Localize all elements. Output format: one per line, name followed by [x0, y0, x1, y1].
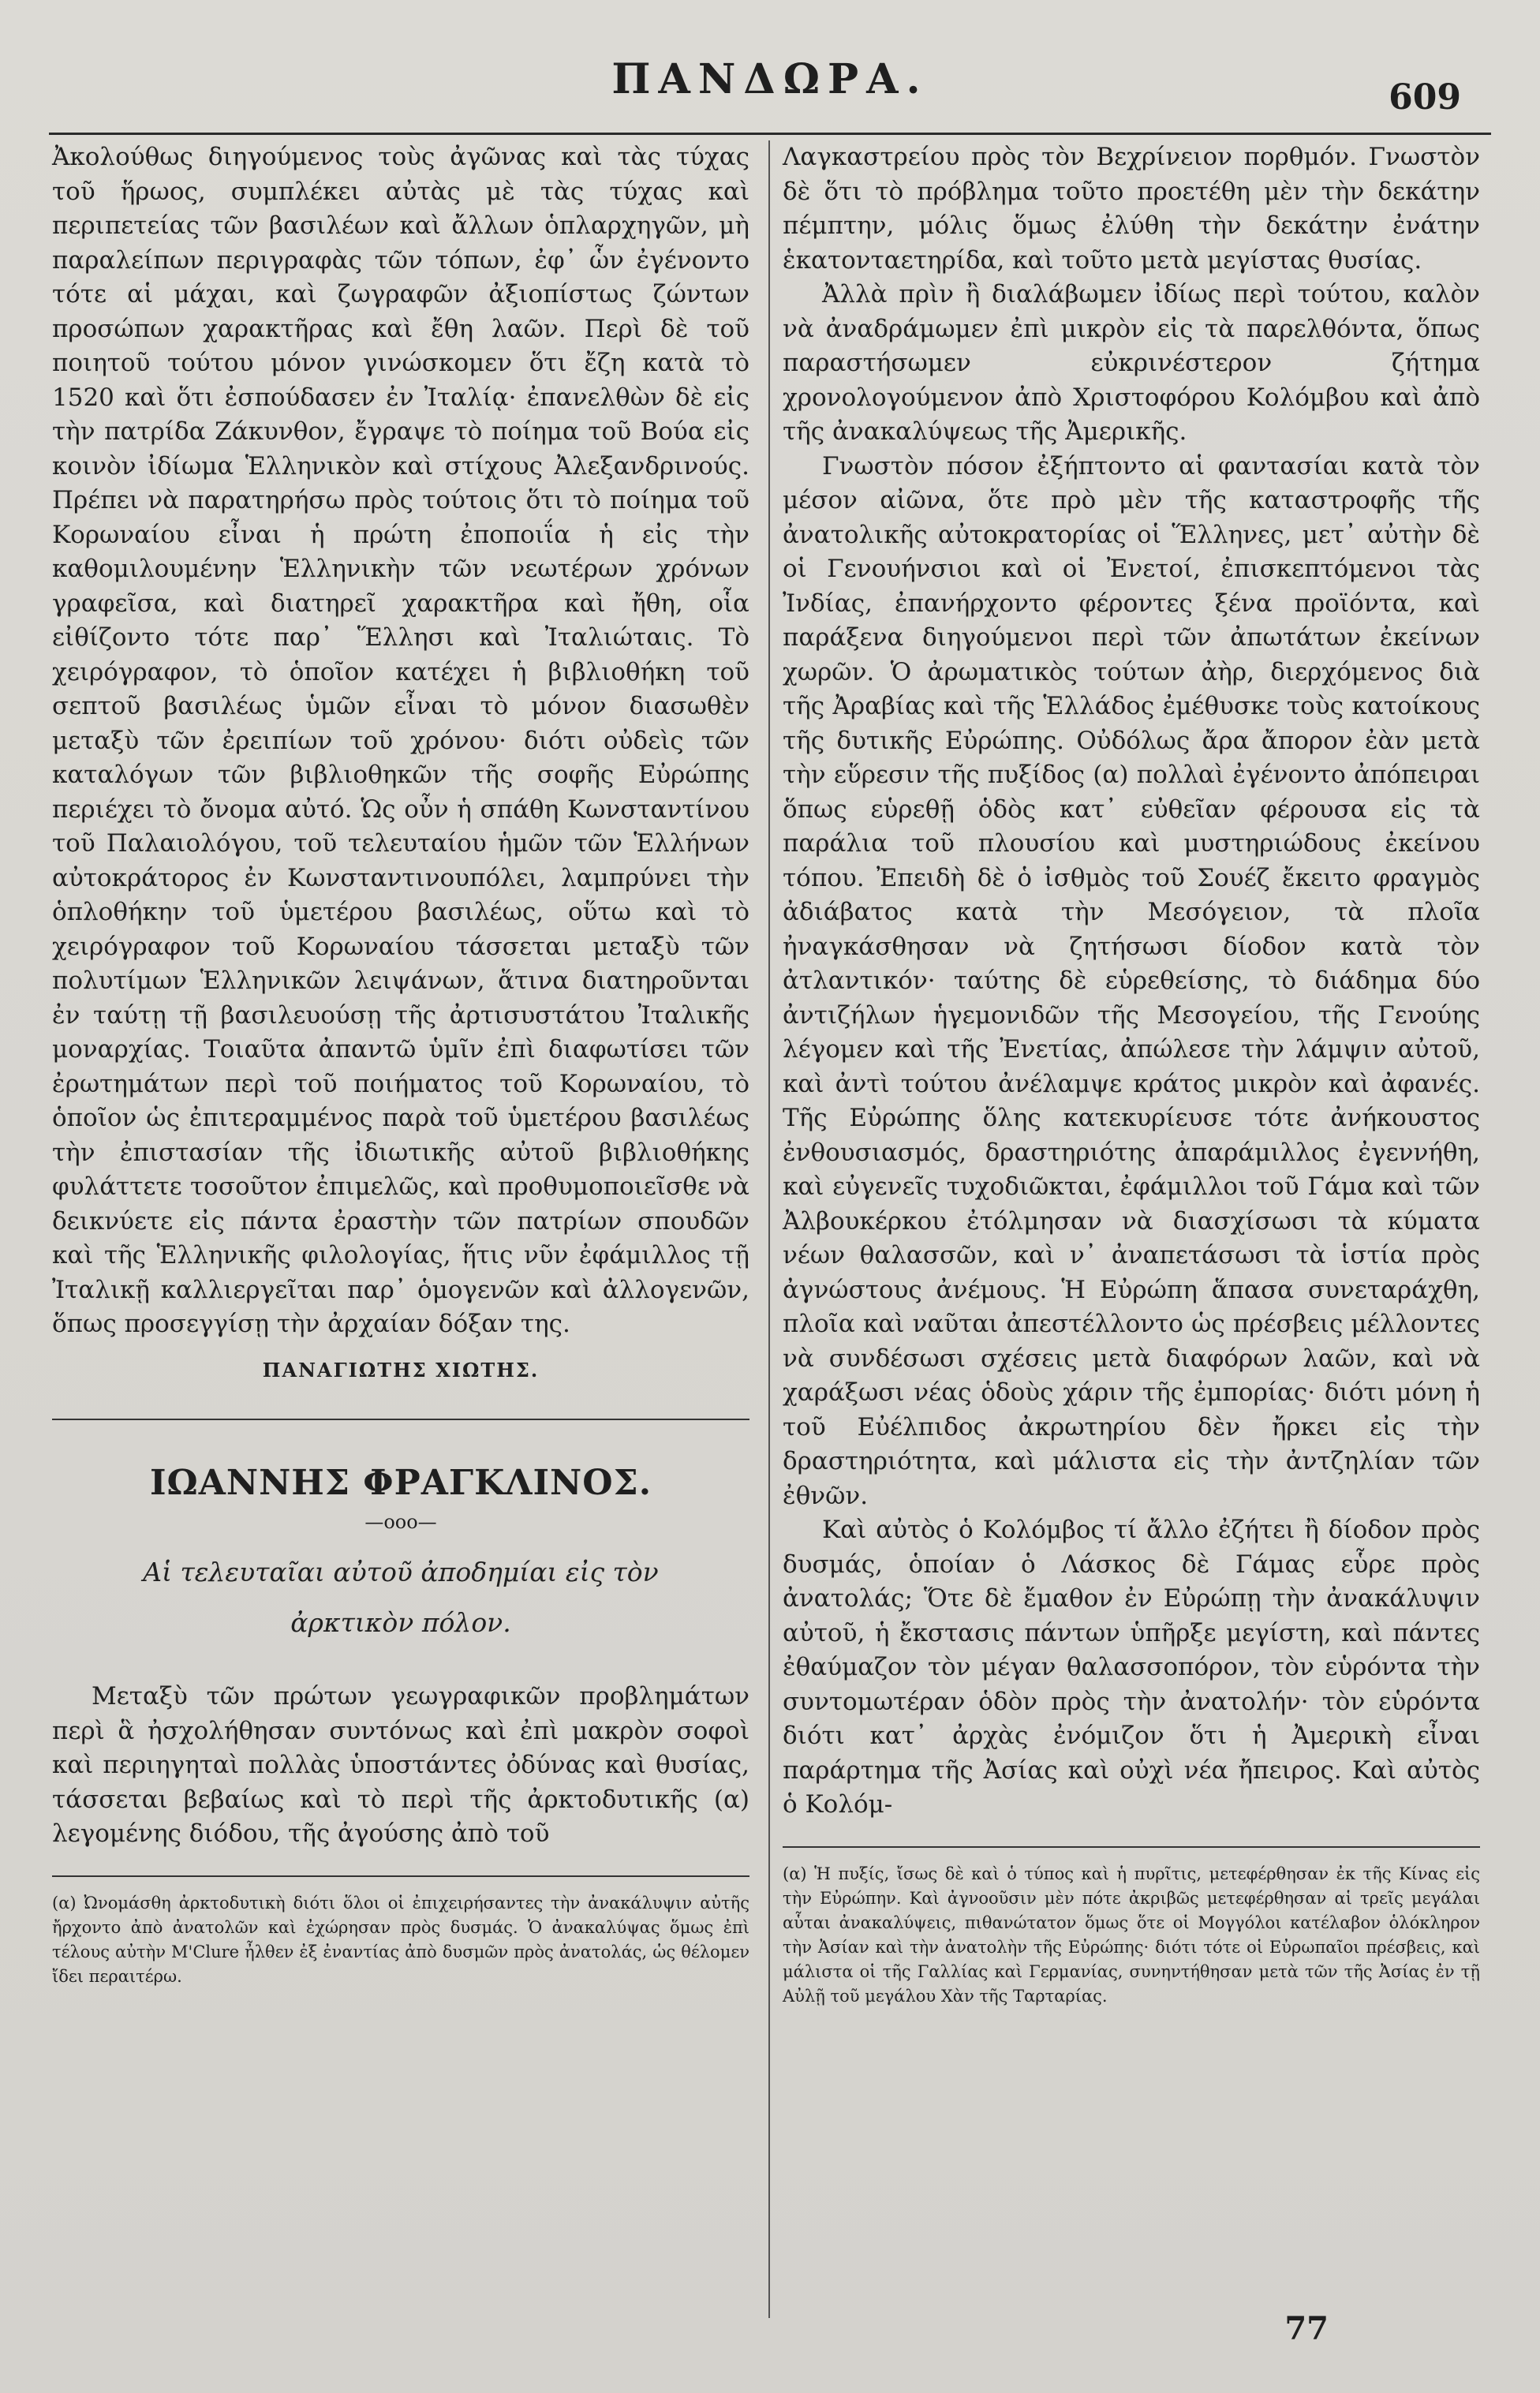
signature-mark: 77	[1284, 2310, 1329, 2347]
page-number: 609	[1389, 77, 1461, 118]
right-paragraph-4: Καὶ αὐτὸς ὁ Κολόμβος τί ἄλλο ἐζήτει ἢ δίοδον πρὸς δυσμάς, ὁποίαν ὁ Λάσκος δὲ Γάμας εὗρε πρὸς ἀνατολάς; Ὅτε δὲ ἔμαθον ἐν Εὐρώπῃ τὴν ἀνακάλυψιν αὐτοῦ, ἡ ἔκστασις πάντων ὑπῆρξε μεγίστη, καὶ πάντες ἐθαύμαζον τὸν μέγαν θαλασσοπόρον, τὸν εὑρόντα τὴν συντομωτέραν ὁδὸν πρὸς τὴν ἀνατολήν· τὸν εὑρόντα διότι κατ᾽ ἀρχὰς ἐνόμιζον ὅτι ἡ Ἀμερικὴ εἶναι παράρτημα τῆς Ἀσίας καὶ οὐχὶ νέα ἤπειρος. Καὶ αὐτὸς ὁ Κολόμ-	[783, 1516, 1480, 1819]
right-footnote: (α) Ἡ πυξίς, ἴσως δὲ καὶ ὁ τύπος καὶ ἡ πυρῖτις, μετεφέρθησαν ἐκ τῆς Κίνας εἰς τὴν Εὐρώπην. Καὶ ἀγνοοῦσιν μὲν πότε ἀκριβῶς μετεφέρθησαν αἱ τρεῖς μεγάλαι αὗται ἀνακαλύψεις, πιθανώτατον ὅμως ὅτε οἱ Μογγόλοι κατέλαβον ὁλόκληρον τὴν Ἀσίαν καὶ τὴν ἀνατολὴν τῆς Εὐρώπης· διότι τότε οἱ Εὐρωπαῖοι πρέσβεις, καὶ μάλιστα οἱ τῆς Γαλλίας καὶ Γερμανίας, συνηντήθησαν μετὰ τῶν τῆς Ἀσίας ἐν τῇ Αὐλῇ τοῦ μεγάλου Χὰν τῆς Ταρταρίας.	[783, 1864, 1480, 2006]
subtitle-line-2: ἀρκτικὸν πόλον.	[290, 1607, 511, 1638]
subtitle-line-1: Αἱ τελευταῖαι αὐτοῦ ἀποδημίαι εἰς τὸν	[143, 1557, 659, 1587]
left-footnote: (α) Ὠνομάσθη ἀρκτοδυτικὴ διότι ὅλοι οἱ ἐπιχειρήσαντες τὴν ἀνακάλυψιν αὐτῆς ἤρχοντο ἀπὸ ἀνατολῶν καὶ ἐχώρησαν πρὸς δυσμάς. Ὁ ἀνακαλύψας ὅμως ἐπὶ τέλους αὐτὴν M'Clure ἦλθεν ἐξ ἐναντίας ἀπὸ δυσμῶν πρὸς ἀνατολάς, ὡς θέλομεν ἴδει περαιτέρω.	[52, 1893, 749, 1986]
right-paragraph-2: Ἀλλὰ πρὶν ἢ διαλάβωμεν ἰδίως περὶ τούτου, καλὸν νὰ ἀναδράμωμεν ἐπὶ μικρὸν εἰς τὰ παρελθόντα, ὅπως παραστήσωμεν εὐκρινέστερον ζήτημα χρονολογούμενον ἀπὸ Χριστοφόρου Κολόμβου καὶ ἀπὸ τῆς ἀνακαλύψεως τῆς Ἀμερικῆς.	[783, 280, 1480, 446]
section-separator	[52, 1419, 749, 1420]
header-rule	[49, 133, 1491, 135]
column-divider	[768, 140, 770, 2318]
right-paragraph-1: Λαγκαστρείου πρὸς τὸν Βεχρίνειον πορθμόν. Γνωστὸν δὲ ὅτι τὸ πρόβλημα τοῦτο προετέθη μὲν τὴν δεκάτην πέμπτην, μόλις ὅμως ἐλύθη τὴν δεκάτην ἐνάτην ἑκατονταετηρίδα, καὶ τοῦτο μετὰ μεγίστας θυσίας.	[783, 143, 1480, 275]
left-paragraph-2: Μεταξὺ τῶν πρώτων γεωγραφικῶν προβλημάτων περὶ ἃ ἠσχολήθησαν συντόνως καὶ ἐπὶ μακρὸν σοφοὶ καὶ περιηγηταὶ πολλὰς ὑποστάντες ὀδύνας καὶ θυσίας, τάσσεται βεβαίως καὶ τὸ περὶ τῆς ἀρκτοδυτικῆς (α) λεγομένης διόδου, τῆς ἀγούσης ἀπὸ τοῦ	[52, 1682, 749, 1848]
title-ornament: —ooo—	[364, 1510, 437, 1533]
right-footnote-rule	[783, 1846, 1480, 1848]
author-signature: ΠΑΝΑΓΙΩΤΗΣ ΧΙΩΤΗΣ.	[262, 1358, 540, 1382]
right-paragraph-3: Γνωστὸν πόσον ἐξήπτοντο αἱ φαντασίαι κατὰ τὸν μέσον αἰῶνα, ὅτε πρὸ μὲν τῆς καταστροφῆς τῆς ἀνατολικῆς αὐτοκρατορίας οἱ Ἕλληνες, μετ᾽ αὐτὴν δὲ οἱ Γενουήνσιοι καὶ οἱ Ἐνετοί, ἐπισκεπτόμενοι τὰς Ἰνδίας, ἐπανήρχοντο φέροντες ξένα προϊόντα, καὶ παράξενα διηγούμενοι περὶ τῶν ἀπωτάτων ἐκείνων χωρῶν. Ὁ ἀρωματικὸς τούτων ἀὴρ, διερχόμενος διὰ τῆς Ἀραβίας καὶ τῆς Ἑλλάδος ἐμέθυσκε τοὺς κατοίκους τῆς δυτικῆς Εὐρώπης. Οὐδόλως ἄρα ἄπορον ἐὰν μετὰ τὴν εὕρεσιν τῆς πυξίδος (α) πολλαὶ ἐγένοντο ἀπόπειραι ὅπως εὑρεθῇ ὁδὸς κατ᾽ εὐθεῖαν φέρουσα εἰς τὰ παράλια τοῦ πλουσίου καὶ μυστηριώδους ἐκείνου τόπου. Ἐπειδὴ δὲ ὁ ἰσθμὸς τοῦ Σουέζ ἔκειτο φραγμὸς ἀδιάβατος κατὰ τὴν Μεσόγειον, τὰ πλοῖα ἠναγκάσθησαν νὰ ζητήσωσι δίοδον κατὰ τὸν ἀτλαντικόν· ταύτης δὲ εὑρεθείσης, τὸ διάδημα δύο ἀντιζήλων ἡγεμονιδῶν τῆς Μεσογείου, τῆς Γενούης λέγομεν καὶ τῆς Ἐνετίας, ἀπώλεσε τὴν λάμψιν αὐτοῦ, καὶ ἀντὶ τούτου ἀνέλαμψε κράτος μικρὸν καὶ ἀφανές. Τῆς Εὐρώπης ὅλης κατεκυρίευσε τότε ἀνήκουστος ἐνθουσιασμός, δραστηριότης ἀπαράμιλλος ἐγεννήθη, καὶ εὐγενεῖς τυχοδιῶκται, ἐφάμιλλοι τοῦ Γάμα καὶ τῶν Ἀλβουκέρκου ἐτόλμησαν νὰ διασχίσωσι τὰ κύματα νέων θαλασσῶν, καὶ ν᾽ ἀναπετάσωσι τὰ ἱστία πρὸς ἀγνώστους ἀνέμους. Ἡ Εὐρώπη ἅπασα συνεταράχθη, πλοῖα καὶ ναῦται ἀπεστέλλοντο ὡς πρέσβεις μέλλοντες νὰ συνδέσωσι σχέσεις μετὰ διαφόρων λαῶν, καὶ νὰ χαράξωσι νέας ὁδοὺς χάριν τῆς ἐμπορίας· διότι μόνη ἡ τοῦ Εὐέλπιδος ἀκρωτηρίου δὲν ἤρκει εἰς τὴν δραστηριότητα, καὶ μάλιστα εἰς τὴν ἀντζηλίαν τῶν ἐθνῶν.	[783, 451, 1480, 1510]
section-subtitle	[52, 1547, 749, 1648]
left-paragraph-1: Ἀκολούθως διηγούμενος τοὺς ἀγῶνας καὶ τὰς τύχας τοῦ ἥρωος, συμπλέκει αὐτὰς μὲ τὰς τύχας καὶ περιπετείας τῶν βασιλέων καὶ ἄλλων ὁπλαρχηγῶν, μὴ παραλείπων περιγραφὰς τῶν τόπων, ἐφ᾽ ὧν ἐγένοντο τότε αἱ μάχαι, καὶ ζωγραφῶν ἀξιοπίστως ζώντων προσώπων χαρακτῆρας καὶ ἔθη λαῶν. Περὶ δὲ τοῦ ποιητοῦ τούτου μόνον γινώσκομεν ὅτι ἔζη κατὰ τὸ 1520 καὶ ὅτι ἐσπούδασεν ἐν Ἰταλίᾳ· ἐπανελθὼν δὲ εἰς τὴν πατρίδα Ζάκυνθον, ἔγραψε τὸ ποίημα τοῦ Βούα εἰς κοινὸν ἰδίωμα Ἑλληνικὸν καὶ στίχους Ἀλεξανδρινούς. Πρέπει νὰ παρατηρήσω πρὸς τούτοις ὅτι τὸ ποίημα τοῦ Κορωναίου εἶναι ἡ πρώτη ἐποποιΐα ἡ εἰς τὴν καθομιλουμένην Ἑλληνικὴν τῶν νεωτέρων χρόνων γραφεῖσα, καὶ διατηρεῖ χαρακτῆρα καὶ ἤθη, οἷα εἰθίζοντο τότε παρ᾽ Ἕλλησι καὶ Ἰταλιώταις. Τὸ χειρόγραφον, τὸ ὁποῖον κατέχει ἡ βιβλιοθήκη τοῦ σεπτοῦ βασιλέως ὑμῶν εἶναι τὸ μόνον διασωθὲν μεταξὺ τῶν ἐρειπίων τοῦ χρόνου· διότι οὐδεὶς τῶν καταλόγων τῶν βιβλιοθηκῶν τῆς σοφῆς Εὐρώπης περιέχει τὸ ὄνομα αὐτό. Ὡς οὖν ἡ σπάθη Κωνσταντίνου τοῦ Παλαιολόγου, τοῦ τελευταίου ἡμῶν τῶν Ἑλλήνων αὐτοκράτορος ἐν Κωνσταντινουπόλει, λαμπρύνει τὴν ὁπλοθήκην τοῦ ὑμετέρου βασιλέως, οὕτω καὶ τὸ χειρόγραφον τοῦ Κορωναίου τάσσεται μεταξὺ τῶν πολυτίμων Ἑλληνικῶν λειψάνων, ἅτινα διατηροῦνται ἐν ταύτῃ τῇ βασιλευούσῃ τῆς ἀρτισυστάτου Ἰταλικῆς μοναρχίας. Τοιαῦτα ἀπαντῶ ὑμῖν ἐπὶ διαφωτίσει τῶν ἐρωτημάτων περὶ τοῦ ποιήματος τοῦ Κορωναίου, τὸ ὁποῖον ὡς ἐπιτεραμμένος παρὰ τοῦ ὑμετέρου βασιλέως τὴν ἐπιστασίαν τῆς ἰδιωτικῆς αὐτοῦ βιβλιοθήκης φυλάττετε τοσοῦτον ἐπιμελῶς, καὶ προθυμοποιεῖσθε νὰ δεικνύετε εἰς πάντα ἐραστὴν τῶν πατρίων σπουδῶν καὶ τῆς Ἑλληνικῆς φιλολογίας, ἥτις νῦν ἐφάμιλλος τῇ Ἰταλικῇ καλλιεργεῖται παρ᾽ ὁμογενῶν καὶ ἀλλογενῶν, ὅπως προσεγγίσῃ τὴν ἀρχαίαν δόξαν της.	[52, 143, 749, 1338]
right-column	[783, 140, 1480, 2009]
left-column	[52, 140, 749, 1989]
section-title: ΙΩΑΝΝΗΣ ΦΡΑΓΚΛΙΝΟΣ.	[149, 1463, 652, 1503]
running-head-title: ΠΑΝΔΩΡΑ.	[611, 55, 929, 103]
left-footnote-rule	[52, 1875, 749, 1877]
